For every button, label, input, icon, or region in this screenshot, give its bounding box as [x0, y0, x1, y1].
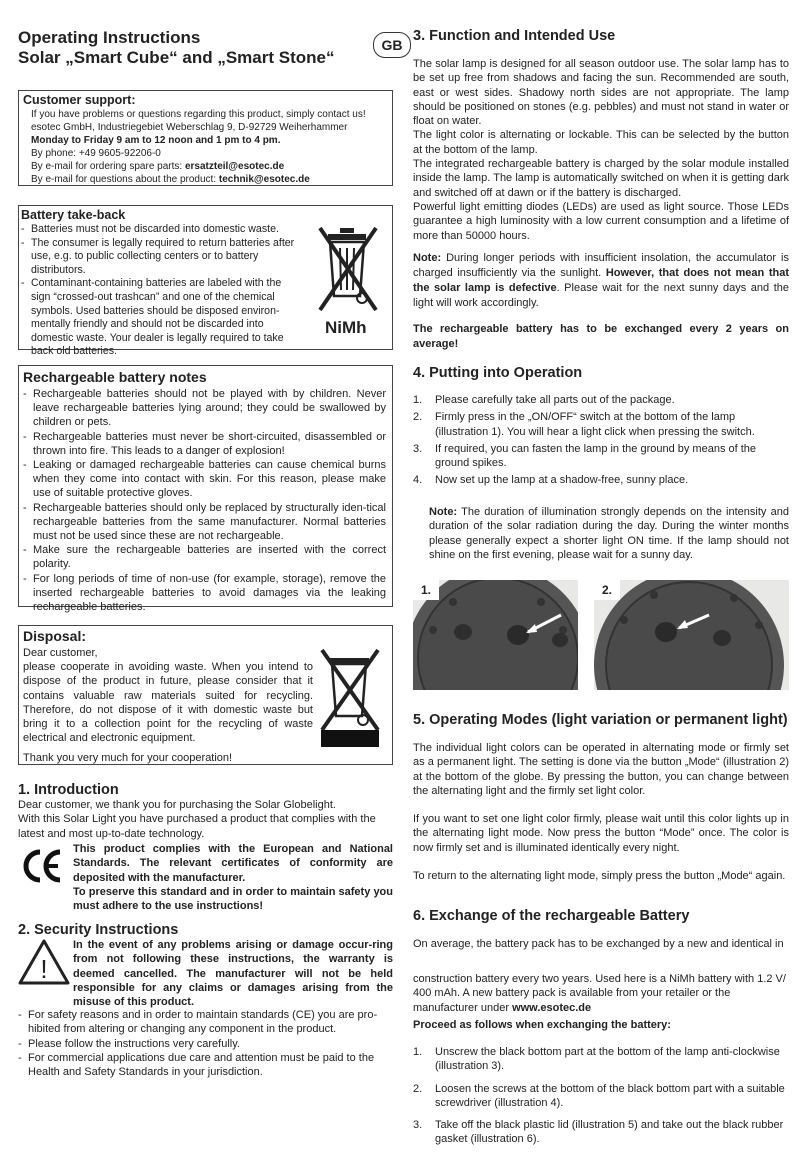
operation-note: Note: The duration of illumination strongly depends on the intensity and duration of the solar radiation during the day. During the winter months please generally expect a shorter light ON time. If the lamp should not shine on the first evening, please wait for a sunny day.: [429, 506, 789, 561]
modes-paragraph: The individual light colors can be operated in alternating mode or firmly set as a permanent light. The setting is done via the button „Mode“ (illustration 2) at the bottom of the globe. By pressing the button, you can change between the alternating light and the firmly set light color.: [413, 742, 789, 797]
exchange-proceed: Proceed as follows when exchanging the battery:: [413, 1019, 671, 1031]
disposal-thanks: Thank you very much for your cooperation!: [23, 752, 233, 765]
illustration-2: [594, 580, 789, 690]
customer-support-box: [18, 90, 393, 186]
esotec-link[interactable]: www.esotec.de: [512, 1001, 592, 1014]
support-address: esotec GmbH, Industriegebiet Weberschlag 9, D-92729 Weiherhammer: [31, 122, 348, 133]
exchange-average-note: The rechargeable battery has to be exchanged every 2 years on average!: [413, 323, 789, 350]
function-paragraph: The integrated rechargeable battery is charged by the solar module installed inside the lamp. The lamp is automatically switched on when it is getting dark and switched off at dawn or if the battery is discharged.: [413, 158, 789, 199]
ce-compliance-text: This product complies with the European and National Standards. The relevant certificates of conformity are deposited with the manufacturer.: [73, 843, 393, 884]
support-line: If you have problems or questions regarding this product, simply contact us!: [31, 109, 366, 120]
function-note: Note: During longer periods with insufficient insolation, the accumulator is charged insufficiently via the sunlight. However, that does not mean that the solar lamp is defective. Please wait for the next sunny days and the light will work accordingly.: [413, 252, 789, 309]
modes-paragraph: If you want to set one light color firmly, please wait until this color lights up in the alternating light mode. Now press the button “Mode” once. The color is now firmly set and is illuminated identically every night.: [413, 813, 789, 854]
support-email-questions-line: By e-mail for questions about the product: technik@esotec.de: [31, 174, 310, 185]
illustration-label: 1.: [413, 580, 439, 600]
note-item: - Rechargeable batteries must never be short-circuited, disassembled or thrown into fire. This leads to a danger of explosion!: [23, 430, 386, 458]
disposal-greeting: Dear customer,: [23, 647, 98, 659]
ce-mark-icon: [20, 848, 64, 884]
function-heading: 3. Function and Intended Use: [413, 28, 616, 44]
exchange-paragraph-2: construction battery every two years. Used here is a NiMh battery with 1.2 V/ 400 mAh. A new battery pack is available from your retailer or the manufacturer under www.esotec.de: [413, 973, 786, 1014]
modes-heading: 5. Operating Modes (light variation or permanent light): [413, 712, 788, 728]
chemical-symbol: NiMh: [325, 318, 367, 337]
document-title: Operating Instructions Solar „Smart Cube“ and „Smart Stone“: [18, 28, 335, 67]
rechargeable-notes-box: [18, 365, 393, 614]
email-questions-link[interactable]: technik@esotec.de: [218, 174, 310, 185]
takeback-item: - Batteries must not be discarded into domestic waste.: [21, 223, 296, 237]
email-parts-link[interactable]: ersatzteil@esotec.de: [184, 161, 285, 172]
note-item: - Rechargeable batteries should not be played with by children. Never leave rechargeable batteries lying around; they could be swallowed by children or pets.: [23, 387, 386, 430]
svg-text:!: !: [40, 954, 48, 984]
intro-paragraph: With this Solar Light you have purchased a product that complies with the latest and most up-to-date technology.: [18, 813, 376, 840]
exchange-step: 3. Take off the black plastic lid (illustration 5) and take out the black rubber gasket (illustration 6).: [413, 1119, 784, 1146]
function-paragraph: The solar lamp is designed for all season outdoor use. The solar lamp has to be set up free from shadows and facing the sun. Recommended are south, east or west sides. Shadowy north sides are not appropriate. The lamp should be positioned on stones (e.g. pebbles) and must not stand in water or float on water.: [413, 58, 789, 128]
operation-step: 1. Please carefully take all parts out of the package.: [413, 394, 675, 406]
takeback-item: - Contaminant-containing batteries are labeled with the sign “crossed-out trashcan” and one of the chemical symbols. Used batteries should be disposed environ-mentally friendly and should not be discarded into domestic waste. Your dealer is legally required to take back old batteries.: [21, 277, 296, 359]
security-heading: 2. Security Instructions: [18, 922, 179, 938]
security-item: - For safety reasons and in order to maintain standards (CE) you are pro-hibited from altering or changing any component in the product.: [18, 1008, 393, 1037]
support-hours: Monday to Friday 9 am to 12 noon and 1 pm to 4 pm.: [31, 135, 281, 146]
support-phone: By phone: +49 9605-92206-0: [31, 148, 161, 159]
exchange-heading: 6. Exchange of the rechargeable Battery: [413, 908, 690, 924]
weee-bin-icon: [316, 644, 386, 744]
battery-takeback-box: [18, 205, 393, 358]
note-item: - For long periods of time of non-use (for example, storage), remove the inserted rechargeable batteries to avoid damages via the leaking rechargeable batteries.: [23, 572, 386, 615]
security-warning: In the event of any problems arising or damage occur-ring from not following these instructions, the warranty is deemed cancelled. The manufacturer will not be held responsible for any claims or damages arising from the misuse of this product.: [73, 939, 393, 1009]
disposal-body: please cooperate in avoiding waste. When you intend to dispose of the product in future, please consider that it contains valuable raw materials suited for recycling. Therefore, do not dispose of it with domestic waste but bring it to a collection point for the recycling of waste electrical and electronic equipment.: [23, 661, 313, 745]
warning-triangle-icon: [18, 938, 70, 986]
ce-adherence-text: To preserve this standard and in order to maintain safety you must adhere to the use instructions!: [73, 885, 393, 913]
operation-step: 3. If required, you can fasten the lamp in the ground by means of the ground spikes.: [413, 442, 757, 470]
security-item: - For commercial applications due care and attention must be paid to the Health and Safety Standards in your jurisdiction.: [18, 1051, 393, 1080]
operation-heading: 4. Putting into Operation: [413, 365, 583, 381]
function-paragraph: Powerful light emitting diodes (LEDs) are used as light source. Those LEDs guarantee a high luminosity with a low current consumption and a lifetime of more than 50000 hours.: [413, 200, 789, 242]
crossed-trashcan-icon: [314, 218, 384, 318]
illustration-label: 2.: [594, 580, 620, 600]
support-email-parts-line: By e-mail for ordering spare parts: ersatzteil@esotec.de: [31, 161, 285, 172]
security-item: - Please follow the instructions very carefully.: [18, 1037, 393, 1051]
svg-text:CE: CE: [20, 848, 22, 849]
weee-bar-icon: [321, 730, 379, 747]
function-paragraph: The light color is alternating or lockable. This can be selected by the button at the bottom of the lamp.: [413, 129, 789, 156]
introduction-heading: 1. Introduction: [18, 782, 119, 798]
language-badge: GB: [373, 32, 411, 58]
lamp-bottom-photo-2: [594, 580, 789, 690]
note-item: - Make sure the rechargeable batteries are inserted with the correct polarity.: [23, 543, 386, 571]
modes-paragraph: To return to the alternating light mode, simply press the button „Mode“ again.: [413, 870, 786, 883]
intro-paragraph: Dear customer, we thank you for purchasing the Solar Globelight.: [18, 799, 336, 811]
operation-step: 2. Firmly press in the „ON/OFF“ switch at the bottom of the lamp (illustration 1). You will hear a light click when pressing the switch.: [413, 411, 755, 438]
note-item: - Rechargeable batteries should only be replaced by structurally iden-tical rechargeable batteries from the same manufacturer. Normal batteries must not be used since these are not rechargeable.: [23, 501, 386, 544]
disposal-box: [18, 625, 393, 765]
disposal-heading: Disposal:: [23, 628, 87, 644]
illustration-1: [413, 580, 578, 690]
exchange-step: 2. Loosen the screws at the bottom of the black bottom part with a suitable screwdriver (illustration 4).: [413, 1082, 785, 1109]
exchange-step: 1. Unscrew the black bottom part at the bottom of the lamp anti-clockwise (illustration 3).: [413, 1046, 780, 1073]
exchange-paragraph: On average, the battery pack has to be exchanged by a new and identical in: [413, 938, 784, 950]
takeback-item: - The consumer is legally required to return batteries after use, e.g. to public collecting centers or to battery distributors.: [21, 237, 296, 278]
takeback-heading: Battery take-back: [21, 208, 126, 222]
support-heading: Customer support:: [23, 93, 136, 107]
operation-step: 4. Now set up the lamp at a shadow-free, sunny place.: [413, 474, 689, 487]
note-item: - Leaking or damaged rechargeable batteries can cause chemical burns when they come into contact with skin. For this reason, please make use of suitable protective gloves.: [23, 458, 386, 501]
rechargeable-notes-heading: Rechargeable battery notes: [23, 369, 207, 385]
